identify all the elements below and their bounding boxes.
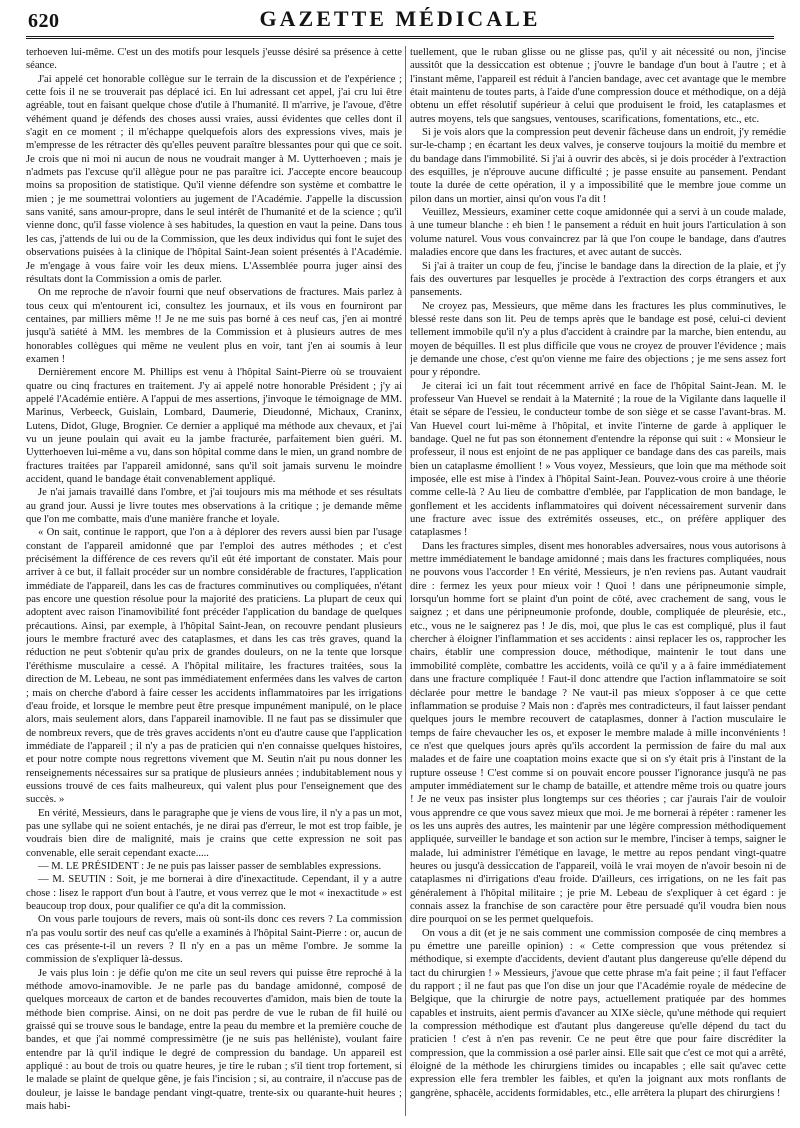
paragraph: Si je vois alors que la compression peut devenir fâcheuse dans un endroit, j'y remédie sur-le-champ ; en écartant les deux valves, je conserve toujours la moitié du membre et du bandage dans l'immobilité. Si j'ai à ouvrir des abcès, si je dois procéder à l'extraction des esquilles, je n'éprouve aucune difficulté ; je passe ensuite au pansement. Pendant toute la durée de cette opération, il y a impossibilité que le membre joue comme un pilon dans un mortier, ainsi qu'on vous l'a dit !: [410, 127, 786, 205]
right-column: [410, 46, 786, 1118]
column-divider: [405, 46, 406, 1116]
paragraph: « On sait, continue le rapport, que l'on a à déplorer des revers aussi bien par l'usage constant de l'appareil amidonné que par l'emploi des autres méthodes ; et c'est précisément la différence de ces revers qu'il eût été important de constater. Mais pour arriver à ce but, il fallait procéder sur un nombre considérable de fractures, l'application immédiate de l'appareil, dans les cas de fractures comminutives ou compliquées, n'étant pas encore une question résolue pour la majorité des praticiens. La plupart de ceux qui adoptent avec raison l'inamovibilité font précéder l'application du bandage de quelques précautions. Ainsi, par exemple, à l'hôpital Saint-Jean, on recouvre pendant plusieurs jours le membre fracturé avec des cataplasmes, et dans les cas très graves, quand la réduction ne peut s'obtenir qu'au prix de grandes douleurs, on ne la tente que lorsque l'éréthisme musculaire a cessé. A l'hôpital militaire, les fractures traitées, sous la direction de M. Lebeau, ne sont pas immédiatement enfermées dans les valves de carton ; mais on cherche d'abord à faire cesser les accidents inflammatoires par les irrigations d'eau froide, et lorsque le membre peut être presque impunément manipulé, on le place alors, mais seulement alors, dans l'appareil inamovible. Il ne faut pas se dissimuler que de nombreux revers, que de très graves accidents n'ont eu d'autre cause que l'application immédiate de l'appareil ; il n'y a pas de praticien qui n'en connaisse quelques histoires, et pour notre compte nous regrettons vivement que M. Seutin n'ait pu nous donner les renseignements nécessaires sur sa pratique de plusieurs années ; indubitablement nous y eussions trouvé de ces faits malheureux, qui valent plus pour l'enseignement que des succès. »: [26, 527, 402, 806]
paragraph: tuellement, que le ruban glisse ou ne glisse pas, qu'il y ait nécessité ou non, j'incise aussitôt que la dessiccation est obtenue ; j'ouvre le bandage d'un bout à l'autre ; et à l'instant même, l'appareil est réduit à l'ancien bandage, avec cet avantage que le membre était maintenu de toutes parts, à l'aide d'une compression douce et méthodique, on a déjà obtenu un effet résolutif supérieur à celui que produisent le froid, les cataplasmes et autres moyens, tels que sangsues, ventouses, scarifications, fomentations, etc., etc.: [410, 47, 786, 125]
speaker-paragraph: — M. SEUTIN : Soit, je me bornerai à dire d'inexactitude. Cependant, il y a autre chose : lisez le rapport d'un bout à l'autre, et vous verrez que le mot « inexactitude » est beaucoup trop doux, pour qualifier ce qu'a dit la commission.: [26, 874, 402, 912]
paragraph: En vérité, Messieurs, dans le paragraphe que je viens de vous lire, il n'y a pas un mot, pas une syllabe qui ne soient entachés, je ne dirai pas d'erreur, le mot est trop faible, je voudrais bien dire de malignité, mais je crains que cette expression ne soit pas convenable, elle serait cependant exacte.....: [26, 807, 402, 859]
paragraph: Veuillez, Messieurs, examiner cette coque amidonnée qui a servi à un coude malade, à une tumeur blanche : eh bien ! le pansement a réduit en huit jours l'articulation à son volume naturel. Vous vous convaincrez par là que l'on coupe le bandage, dans d'autres maladies encore que dans les fractures, et avec autant de succès.: [410, 207, 786, 259]
paragraph: Je n'ai jamais travaillé dans l'ombre, et j'ai toujours mis ma méthode et ses résultats au grand jour. Aussi je livre toutes mes observations à la critique ; je demande même que l'on me combatte, mais d'une manière franche et loyale.: [26, 487, 402, 526]
speaker-paragraph: — M. LE PRÉSIDENT : Je ne puis pas laisser passer de semblables expressions.: [38, 860, 382, 872]
paragraph: J'ai appelé cet honorable collègue sur le terrain de la discussion et de l'expérience ; cette fois il ne se trouverait pas déplacé ici. En lui adressant cet appel, j'ai cru lui être agréable, tout en faisant quelque chose d'utile à l'humanité. Il m'arrive, je l'avoue, d'être véhément quand je défends des choses aussi vraies, aussi évidentes que celles dont il s'agit en ce moment ; il m'échappe quelquefois alors des expressions vives, mais je m'empresse de les rétracter dès qu'elles peuvent paraître blessantes pour qui que ce soit. Je crois que ni moi ni aucun de nous ne voudrait manger à M. Uytterhoeven ; mais je n'admets pas l'excuse qu'il allègue pour ne pas paraître ici. J'accepte encore beaucoup moins sa proposition de statistique. Qu'il vienne défendre son système et combattre le mien ; je me soumettrai volontiers au jugement de l'Académie. J'appelle la discussion sans vanité, sans amour-propre, dans le seul intérêt de l'humanité et de la science ; qu'il vienne donc, qu'il fasse violence à ses habitudes, la question en vaut la peine. Dans tous les cas, j'attends de lui ou de la Commission, que les deux individus qui font le sujet des observations puisées à la clinique de l'hôpital Saint-Jean soient présentés à l'Académie. Je m'engage à vous faire voir les deux miens. L'Assemblée pourra juger ainsi des résultats dont la Commission a omis de parler.: [26, 73, 402, 285]
paragraph: Dernièrement encore M. Phillips est venu à l'hôpital Saint-Pierre où se trouvaient quatre ou cinq fractures en traitement. J'y ai appelé notre honorable Président ; j'y ai appelé l'Académie entière. A l'appui de mes assertions, j'invoque le témoignage de MM. Marinus, Verbeeck, Guislain, Lombard, Daumerie, Dieudonné, Michaux, Craninx, Lutens, Didot, Gluge, Brognier. Ce dernier a appliqué ma méthode aux chevaux, et j'ai vu un jeune poulain qui avait eu la jambe fracturée, parfaitement bien guéri. M. Uytterhoeven lui-même a vu, dans son hôpital comme dans le mien, un grand nombre de fractures traitées par l'appareil amidonné, sans qu'il soit jamais survenu le moindre accident, quand le bandage était convenablement appliqué.: [26, 367, 402, 485]
paragraph: Si j'ai à traiter un coup de feu, j'incise le bandage dans la direction de la plaie, et j'y fais des ouvertures par lesquelles je procède à l'extraction des corps étrangers et aux pansements.: [410, 260, 786, 299]
paragraph: On me reproche de n'avoir fourni que neuf observations de fractures. Mais parlez à tous ceux qui m'entourent ici, consultez les journaux, et ils vous en fourniront par centaines, par milliers même !! Je ne me suis pas borné à ces neuf cas, j'en ai montré jusqu'à satiété à MM. les membres de la Commission et à plusieurs autres de mes honorables collègues qui même ne veulent plus en voir, tant j'en ai soumis à leur examen !: [26, 287, 402, 365]
paragraph: terhoeven lui-même. C'est un des motifs pour lesquels j'eusse désiré sa présence à cette séance.: [26, 47, 402, 72]
left-column: [26, 46, 402, 1118]
paragraph: Je citerai ici un fait tout récemment arrivé en face de l'hôpital Saint-Jean. M. le professeur Van Huevel se rendait à la Maternité ; la roue de la Vigilante dans laquelle il était se sépare de l'essieu, le conducteur tombe de son siège et se casse l'avant-bras. M. Van Huevel court lui-même à l'hôpital, et invite l'interne de garde à appliquer le bandage. Quel ne fut pas son étonnement d'entendre la réponse qui suit : « Monsieur le professeur, il nous est enjoint de ne pas appliquer ce bandage dans des cas pareils, mais bien un cataplasme émollient ! » Vous voyez, Messieurs, que loin que ma méthode soit imposée, elle est mise à l'index à l'hôpital Saint-Jean. Pouvez-vous croire à une théorie comme celle-là ? Au lieu de combattre d'emblée, par l'application de mon bandage, le gonflement et les accidents inflammatoires qui doivent nécessairement survenir dans une fracture avec issue des extrémités osseuses, etc., on préfère appliquer des cataplasmes !: [410, 380, 786, 539]
paragraph: Je vais plus loin : je défie qu'on me cite un seul revers qui puisse être reproché à la méthode amovo-inamovible. Je ne parle pas du bandage amidonné, composé de quelques morceaux de carton et de bandes recouvertes d'amidon, mais bien de toute la méthode bien comprise. Ainsi, on ne doit pas perdre de vue le ruban de fil huilé ou graissé qui se trouve sous le bandage, entre la peau du membre et la première couche de bandes, et que j'ai nommé compressimètre (je ne suis pas helléniste), voulant faire entendre par là qu'il indique le degré de compression du bandage. Un appareil est appliqué : au bout de trois ou quatre heures, je tire le ruban ; s'il tient trop fortement, si le malade se plaint de quelque gêne, je fais l'incision ; si, au contraire, il n'accuse pas de douleur, je laisse le bandage pendant vingt-quatre, trente-six ou quarante-huit heures ; mais habi-: [26, 967, 402, 1113]
paragraph: On vous parle toujours de revers, mais où sont-ils donc ces revers ? La commission n'a pas voulu sortir des neuf cas qu'elle a examinés à l'hôpital Saint-Pierre : or, aucun de ces cas présente-t-il un revers ? Il n'y en a pas un même l'ombre. Je somme la commission de s'expliquer là-dessus.: [26, 914, 402, 966]
paragraph: Dans les fractures simples, disent mes honorables adversaires, nous vous autorisons à mettre immédiatement le bandage amidonné ; mais dans les fractures compliquées, nous ne pouvons vous l'accorder ! En vérité, Messieurs, je n'en reviens pas. Autant vaudrait dire : fermez les yeux pour mieux voir ! Quoi ! dans une péripneumonie simple, lorsqu'un homme fort se plaint d'un point de côté, avec crachement de sang, vous le saignez ; et dans une péripneumonie profonde, double, compliquée de pleurésie, etc., etc., vous ne le saignerez pas ! Je dis, moi, que plus le cas est compliqué, plus il faut chercher à éloigner l'inflammation et ses accidents : ainsi replacer les os, rapprocher les chairs, établir une compression douce, méthodique, maintenir le tout dans une immobilité complète, combattre les accidents, voilà ce qu'il y a à faire immédiatement dans une fracture compliquée ! Faut-il donc attendre que l'action inflammatoire se soit déclarée pour mettre le bandage ? Ne vaut-il pas mieux s'opposer à ce que cette inflammation se produise ? Mais non : d'après mes contradicteurs, il faut laisser pendant quelques jours le membre recouvert de cataplasmes, donner à l'action musculaire le temps de faire chevaucher les os, et exposer le membre malade à mille inconvénients ! ce n'est que quelques jours après qu'ils accordent la permission de faire du mal aux malades et de faire une coaptation moins exacte que si on s'y était pris à l'instant de la rupture osseuse ! C'est comme si on pouvait encore pousser l'ignorance jusqu'à ne pas amputer immédiatement sur le champ de bataille, et attendre même trois ou quatre jours ! Je ne veux pas insister plus longtemps sur ces théories ; car j'aurais l'air de vouloir vous apprendre ce que vous savez mieux que moi. Je me bornerai à répéter : ramener les os les uns auprès des autres, les maintenir par une légère compression méthodiquement appliquée, surveiller le bandage et son action sur le membre, l'inciser à temps, saigner le malade, lui administrer l'émétique en lavage, le mettre au repos pendant vingt-quatre heures ou jusqu'à dessiccation de l'appareil, voilà le vrai moyen de n'avoir besoin ni de cataplasmes ni d'irrigations d'eau froide. D'ailleurs, ces irrigations, on ne les fait pas généralement à l'hôpital militaire ; je prie M. Lebeau de s'expliquer à cet égard : je connais assez la franchise de son caractère pour être persuadé qu'il voudra bien nous dire pourquoi on se les permet quelquefois.: [410, 540, 786, 926]
page-number: 620: [28, 10, 60, 32]
running-title: GAZETTE MÉDICALE: [259, 6, 541, 31]
paragraph: Ne croyez pas, Messieurs, que même dans les fractures les plus comminutives, le blessé reste dans son lit. Peu de temps après que le bandage est posé, celui-ci devient tellement immobile qu'il n'y a plus d'accident à craindre par la marche, bien entendu, au moyen de béquilles. Il est plus difficile que vous ne croyez de prouver l'évidence ; mais je demande une chose, c'est qu'on vienne me faire des objections ; je me sens assez fort pour y répondre.: [410, 300, 786, 379]
header-rule: [26, 36, 774, 39]
paragraph: On vous a dit (et je ne sais comment une commission composée de cinq membres a pu émettre une pareille opinion) : « Cette compression que vous prétendez si méthodique, si exempte d'accidents, devient d'autant plus dangereuse qu'elle dépend du tact du chirurgien ! » Messieurs, j'avoue que cette phrase m'a fait peine ; il faut l'effacer du rapport ; il ne faut pas que l'on dise un jour que l'Académie royale de médecine de Belgique, que la chirurgie de notre pays, actuellement pratiquée par des hommes capables et instruits, aient permis d'avancer au XIXe siècle, qu'une méthode qui requiert la compression méthodique est d'autant plus dangereuse qu'elle dépend du tact du praticien ! c'est à n'en pas revenir. Ce ne peut être que pour faire discréditer la compression, que la commission a osé parler ainsi. Elle sait que c'est ce mot qui a arrêté, éloigné de la méthode les chirurgiens timides ou incapables ; elle sait qu'avec cette expression elle fera trembler les faibles, et qu'en la joignant aux mots ronflants de gangrène, sphacèle, accidents formidables, etc., elle arrêtera la plupart des chirurgiens !: [410, 927, 786, 1099]
